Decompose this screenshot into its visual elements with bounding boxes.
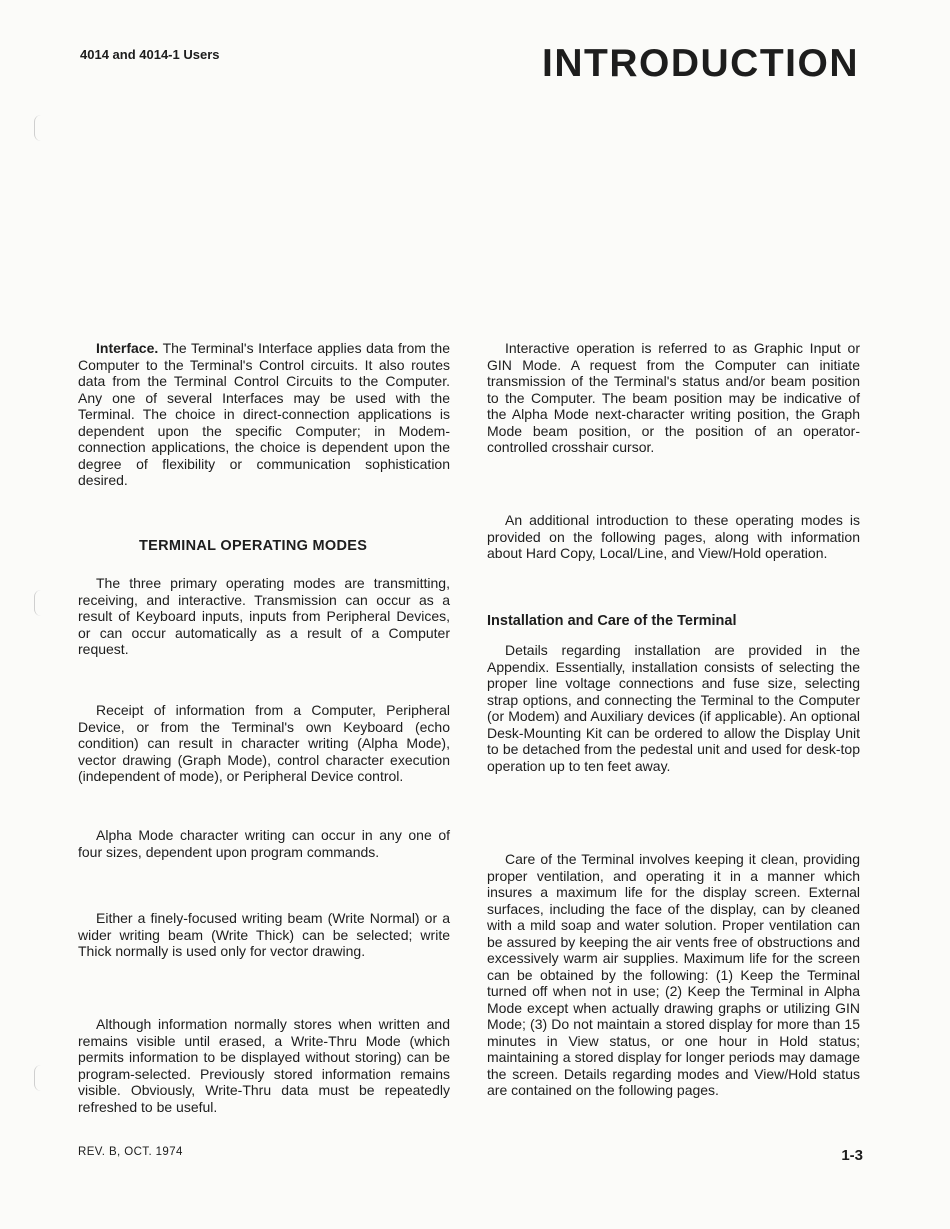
additional-intro-text: An additional introduction to these operating modes is provided on the following pages, along with information about Hard Copy, Local/Line, and View/Hold operation. — [487, 512, 860, 561]
modes-paragraph-1-text: The three primary operating modes are transmitting, receiving, and interactive. Transmission can occur as a result of Keyboard inputs, inputs from Peripheral Devices, or can occur automatically as a result of a Computer request. — [78, 575, 450, 657]
scan-margin-mark — [34, 590, 41, 616]
page-title: INTRODUCTION — [542, 42, 859, 85]
care-paragraph — [487, 851, 860, 1099]
modes-paragraph-1 — [78, 575, 450, 658]
modes-paragraph-4 — [78, 910, 450, 960]
modes-paragraph-4-text: Either a finely-focused writing beam (Write Normal) or a wider writing beam (Write Thick) can be selected; write Thick normally is used only for vector drawing. — [78, 910, 450, 959]
modes-paragraph-2 — [78, 702, 450, 785]
interface-paragraph — [78, 340, 450, 489]
modes-paragraph-3 — [78, 827, 450, 860]
installation-paragraph-text: Details regarding installation are provided in the Appendix. Essentially, installation consists of selecting the proper line voltage connections and fuse size, selecting strap options, and connecting the Terminal to the Computer (or Modem) and Auxiliary devices (if applicable). An optional Desk-Mounting Kit can be ordered to allow the Display Unit to be detached from the pedestal unit and used for desk-top operation up to ten feet away. — [487, 642, 860, 774]
additional-intro-paragraph — [487, 512, 860, 562]
modes-paragraph-2-text: Receipt of information from a Computer, Peripheral Device, or from the Terminal's own Keyboard (echo condition) can result in character writing (Alpha Mode), vector drawing (Graph Mode), control character execution (independent of mode), or Peripheral Device control. — [78, 702, 450, 784]
page-number: 1-3 — [841, 1147, 863, 1164]
interface-lead: Interface. — [96, 340, 159, 356]
modes-paragraph-3-text: Alpha Mode character writing can occur in any one of four sizes, dependent upon program commands. — [78, 827, 450, 860]
care-paragraph-text: Care of the Terminal involves keeping it clean, providing proper ventilation, and operating it in a manner which insures a maximum life for the display screen. External surfaces, including the face of the display, can by cleaned with a mild soap and water solution. Proper ventilation can be assured by keeping the air vents free of obstructions and excessively warm air supplies. Maximum life for the screen can be obtained by the following: (1) Keep the Terminal turned off when not in use; (2) Keep the Terminal in Alpha Mode except when actually drawing graphs or utilizing GIN Mode; (3) Do not maintain a stored display for more than 15 minutes in View status, or one hour in Hold status; maintaining a stored display for longer periods may damage the screen. Details regarding modes and View/Hold status are contained on the following pages. — [487, 851, 860, 1098]
scan-margin-mark — [34, 115, 41, 141]
gin-paragraph-text: Interactive operation is referred to as Graphic Input or GIN Mode. A request from the Computer can initiate transmission of the Terminal's status and/or beam position to the Computer. The beam position may be indicative of the Alpha Mode next-character writing position, the Graph Mode beam position, or the position of an operator-controlled crosshair cursor. — [487, 340, 860, 455]
revision-label: REV. B, OCT. 1974 — [78, 1146, 183, 1158]
manual-audience-label: 4014 and 4014-1 Users — [80, 47, 220, 62]
interface-text: The Terminal's Interface applies data from the Computer to the Terminal's Control circuits. It also routes data from the Terminal Control Circuits to the Computer. Any one of several Interfaces may be used with the Terminal. The choice in direct-connection applications is dependent upon the specific Computer; in Modem-connection applications, the choice is dependent upon the degree of flexibility or communication sophistication desired. — [78, 340, 450, 488]
gin-paragraph — [487, 340, 860, 456]
scan-margin-mark — [34, 1065, 41, 1091]
section-title-operating-modes: TERMINAL OPERATING MODES — [139, 538, 368, 554]
subsection-title-installation: Installation and Care of the Terminal — [487, 613, 737, 629]
modes-paragraph-5 — [78, 1016, 450, 1115]
installation-paragraph — [487, 642, 860, 774]
modes-paragraph-5-text: Although information normally stores when written and remains visible until erased, a Write-Thru Mode (which permits information to be displayed without storing) can be program-selected. Previously stored information remains visible. Obviously, Write-Thru data must be repeatedly refreshed to be useful. — [78, 1016, 450, 1115]
